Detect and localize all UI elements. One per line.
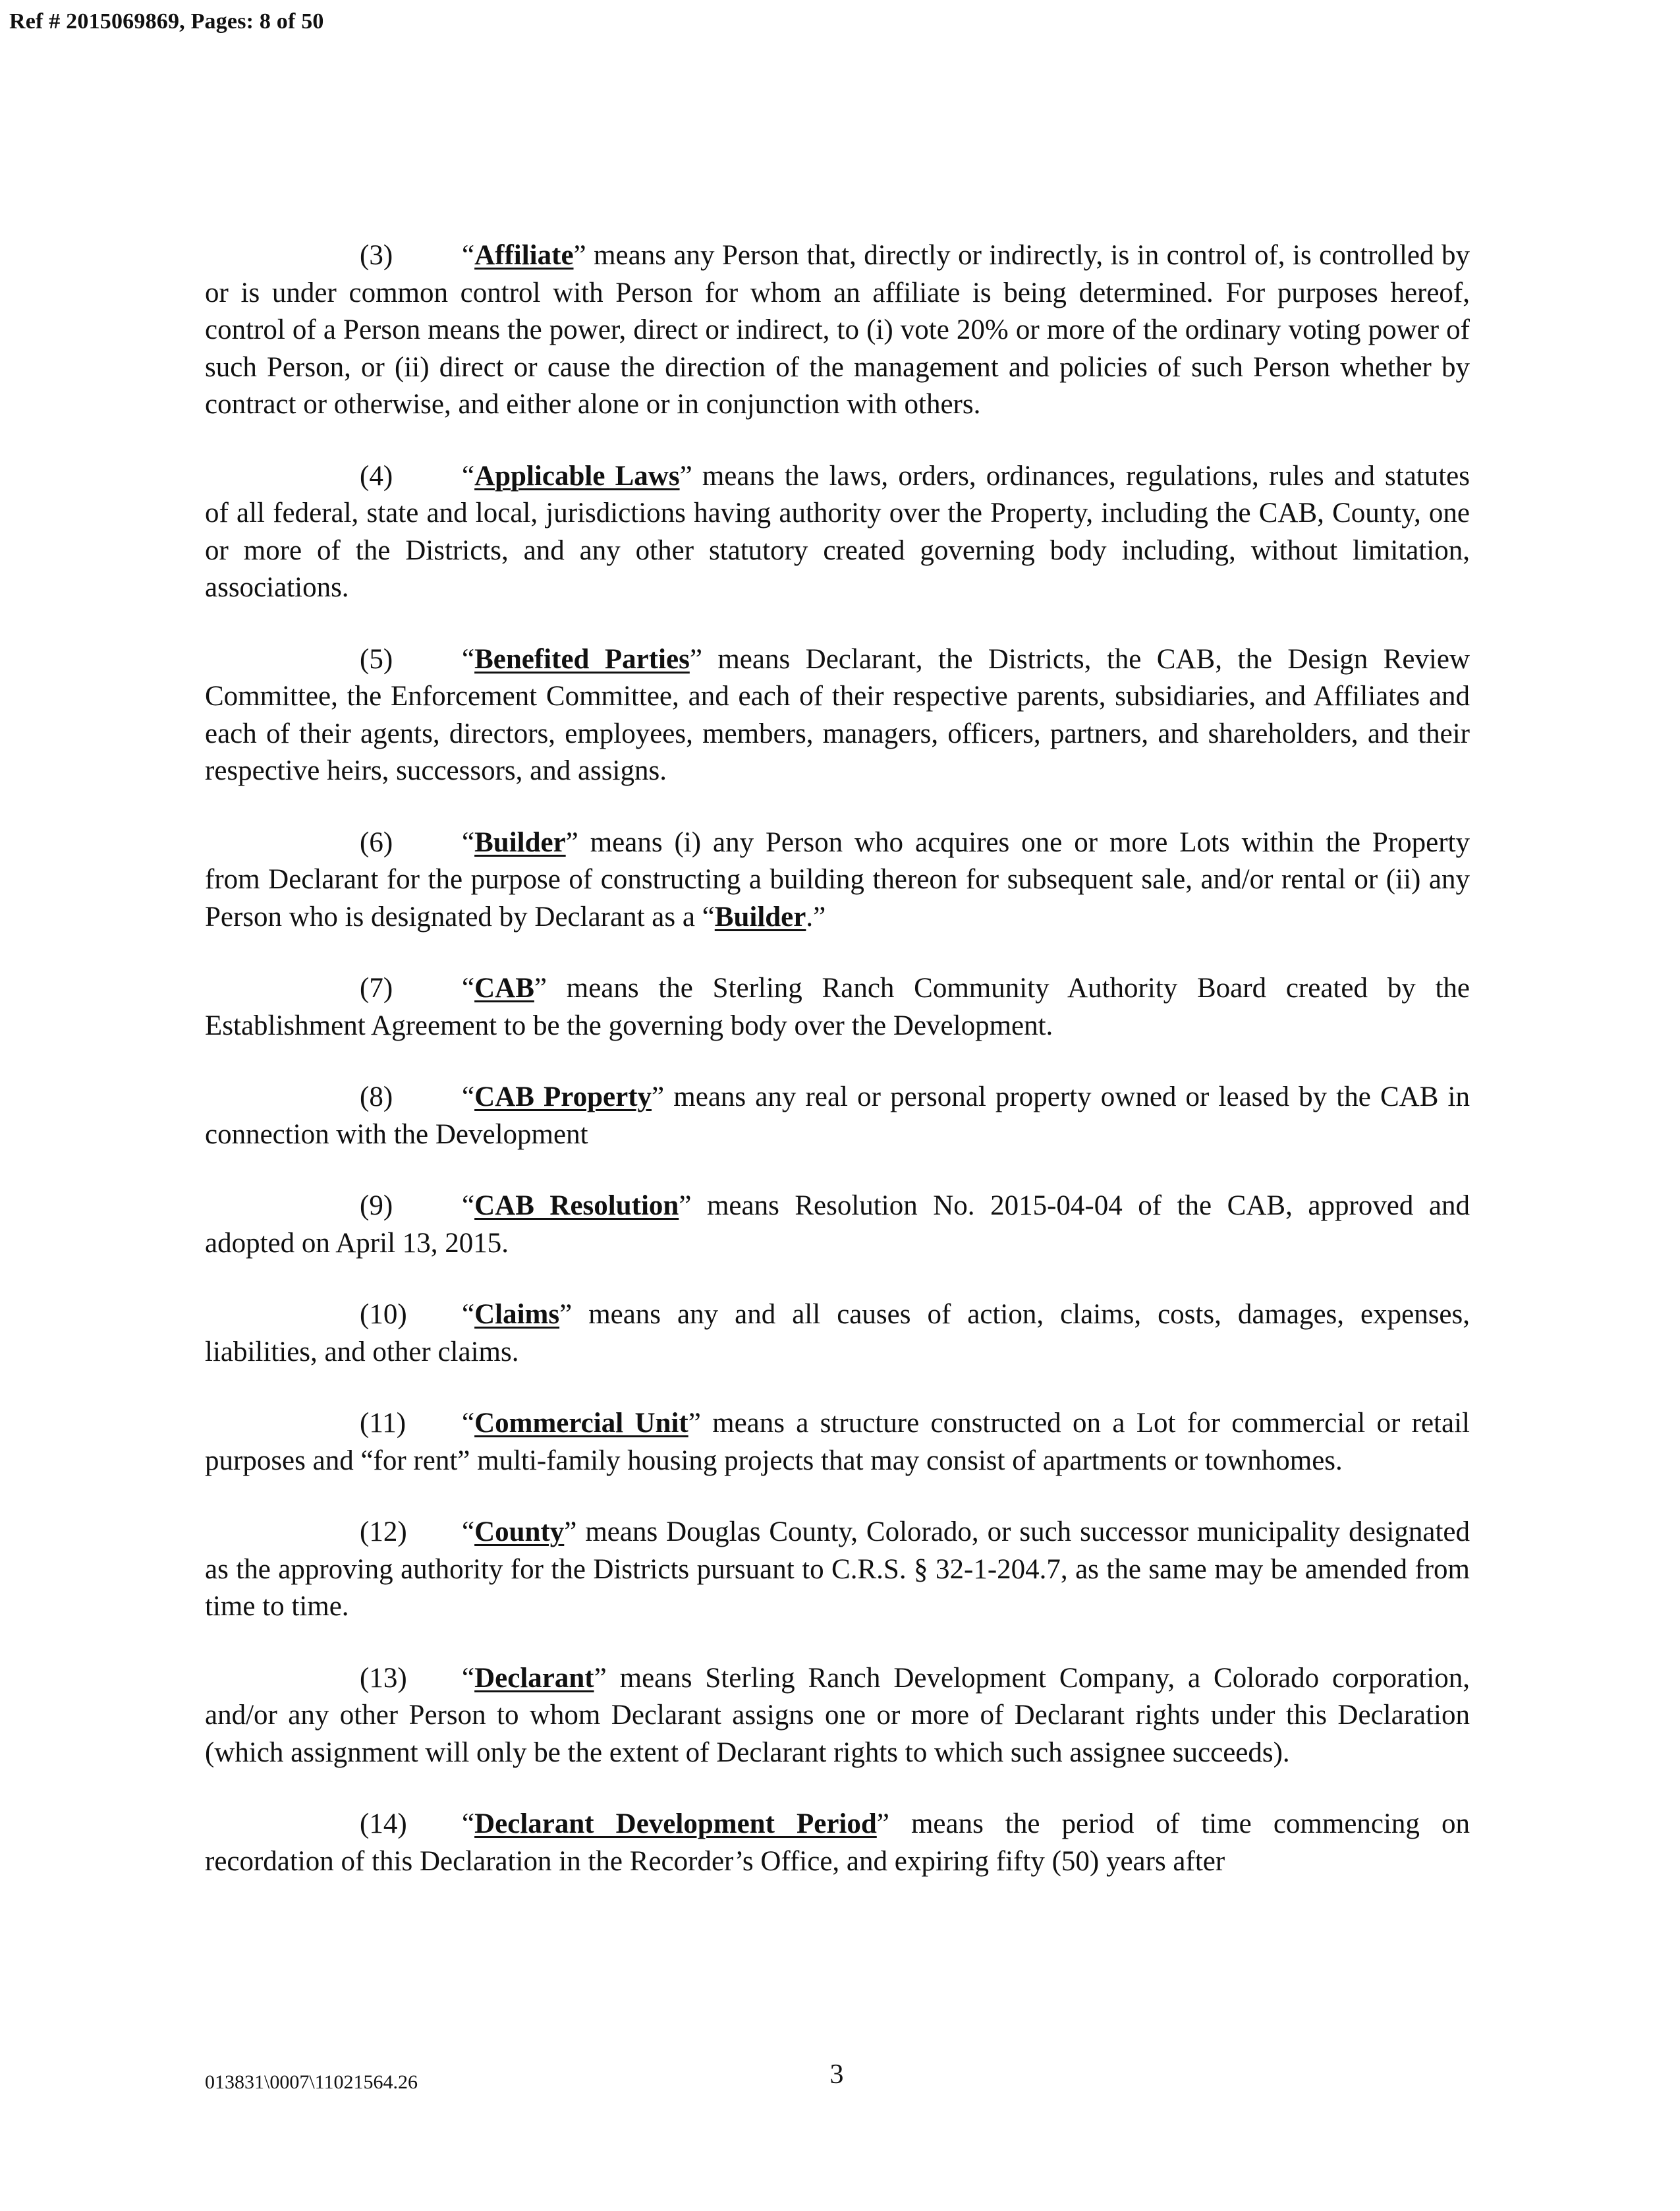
definition-number: (7) [360,973,393,1004]
definition-declarant: (13) “Declarant” means Sterling Ranch Development Company, a Colorado corporation, and/or any other Person to whom Declarant assigns one or more of Declarant rights under this Declaration (which assignment will only be the extent of Declarant rights to which such assignee succeeds). [205,1660,1470,1772]
definition-text: means any real or personal property owned or leased by the CAB in connection with the Development [205,1081,1470,1150]
definition-number: (13) [360,1662,407,1694]
defined-term: County [474,1516,565,1547]
definition-number: (4) [360,460,393,492]
defined-term: CAB Property [474,1081,652,1112]
definition-text: means the laws, orders, ordinances, regulations, rules and statutes of all federal, state and local, jurisdictions having authority over the Property, including the CAB, County, one or more of the Districts, and any other statutory created governing body including, without limitation, associations. [205,460,1470,603]
defined-term: Applicable Laws [474,460,680,492]
definition-number: (12) [360,1516,407,1547]
defined-term: Builder [474,826,566,858]
definition-text: means any and all causes of action, claims, costs, damages, expenses, liabilities, and other claims. [205,1299,1470,1367]
defined-term: Declarant Development Period [474,1808,877,1839]
defined-term: Declarant [474,1662,594,1694]
definition-text: means the period of time commencing on recordation of this Declaration in the Recorder’s Office, and expiring fifty (50) years after [205,1808,1470,1877]
definition-number: (14) [360,1808,407,1839]
defined-term: Affiliate [474,240,574,271]
defined-term: CAB Resolution [474,1190,679,1221]
definition-commercial-unit: (11) “Commercial Unit” means a structure constructed on a Lot for commercial or retail purposes and “for rent” multi-family housing projects that may consist of apartments or townhomes. [205,1405,1470,1479]
definition-benefited-parties: (5) “Benefited Parties” means Declarant, the Districts, the CAB, the Design Review Committee, the Enforcement Committee, and each of their respective parents, subsidiaries, and Affiliates and each of their agents, directors, employees, members, managers, officers, partners, and shareholders, and their respective heirs, successors, and assigns. [205,641,1470,790]
definition-number: (5) [360,643,393,675]
footer-document-id: 013831\0007\11021564.26 [205,2071,418,2093]
definition-text: means (i) any Person who acquires one or more Lots within the Property from Declarant for the purpose of constructing a building thereon for subsequent sale, and/or rental or (ii) any Person who is designated by Declarant as a [205,826,1470,933]
document-reference-header: Ref # 2015069869, Pages: 8 of 50 [9,9,324,34]
definition-affiliate: (3) “Affiliate” means any Person that, directly or indirectly, is in control of, is controlled by or is under common control with Person for whom an affiliate is being determined. For purposes hereof, control of a Person means the power, direct or indirect, to (i) vote 20% or more of the ordinary voting power of such Person, or (ii) direct or cause the direction of the management and policies of such Person whether by contract or otherwise, and either alone or in conjunction with others. [205,237,1470,424]
definition-text: means Sterling Ranch Development Company, a Colorado corporation, and/or any other Person to whom Declarant assigns one or more of Declarant rights under this Declaration (which assignment will only be the extent of Declarant rights to which such assignee succeeds). [205,1662,1470,1768]
definition-text: means any Person that, directly or indirectly, is in control of, is controlled by or is under common control with Person for whom an affiliate is being determined. For purposes hereof, control of a Person means the power, direct or indirect, to (i) vote 20% or more of the ordinary voting power of such Person, or (ii) direct or cause the direction of the management and policies of such Person whether by contract or otherwise, and either alone or in conjunction with others. [205,240,1470,420]
definitions-body [205,237,1470,1914]
definition-number: (11) [360,1408,406,1439]
definition-applicable-laws: (4) “Applicable Laws” means the laws, orders, ordinances, regulations, rules and statutes of all federal, state and local, jurisdictions having authority over the Property, including the CAB, County, one or more of the Districts, and any other statutory created governing body including, without limitation, associations. [205,458,1470,607]
defined-term: Claims [474,1299,560,1330]
defined-term: CAB [474,973,534,1004]
definition-text: means the Sterling Ranch Community Authority Board created by the Establishment Agreement to be the governing body over the Development. [205,973,1470,1041]
definition-county: (12) “County” means Douglas County, Colorado, or such successor municipality designated as the approving authority for the Districts pursuant to C.R.S. § 32-1-204.7, as the same may be amended from time to time. [205,1514,1470,1626]
defined-term: Commercial Unit [474,1408,688,1439]
definition-number: (10) [360,1299,407,1330]
definition-tail: . [806,901,814,933]
definition-text: means Douglas County, Colorado, or such successor municipality designated as the approving authority for the Districts pursuant to C.R.S. § 32-1-204.7, as the same may be amended from time to time. [205,1516,1470,1622]
definition-cab-property: (8) “CAB Property” means any real or personal property owned or leased by the CAB in connection with the Development [205,1079,1470,1153]
definition-cab-resolution: (9) “CAB Resolution” means Resolution No. 2015-04-04 of the CAB, approved and adopted on April 13, 2015. [205,1188,1470,1262]
definition-number: (8) [360,1081,393,1112]
definition-text: means Resolution No. 2015-04-04 of the CAB, approved and adopted on April 13, 2015. [205,1190,1470,1259]
defined-term: Benefited Parties [474,643,690,675]
definition-number: (3) [360,240,393,271]
definition-number: (6) [360,826,393,858]
page-number: 3 [829,2059,844,2090]
definition-declarant-development-period: (14) “Declarant Development Period” means the period of time commencing on recordation of this Declaration in the Recorder’s Office, and expiring fifty (50) years after [205,1806,1470,1880]
definition-cab: (7) “CAB” means the Sterling Ranch Community Authority Board created by the Establishment Agreement to be the governing body over the Development. [205,970,1470,1045]
definition-text: means a structure constructed on a Lot for commercial or retail purposes and “for rent” multi-family housing projects that may consist of apartments or townhomes. [205,1408,1470,1476]
definition-text: means Declarant, the Districts, the CAB, the Design Review Committee, the Enforcement Committee, and each of their respective parents, subsidiaries, and Affiliates and each of their agents, directors, employees, members, managers, officers, partners, and shareholders, and their respective heirs, successors, and assigns. [205,643,1470,786]
definition-claims: (10) “Claims” means any and all causes of action, claims, costs, damages, expenses, liabilities, and other claims. [205,1296,1470,1371]
definition-builder: (6) “Builder” means (i) any Person who acquires one or more Lots within the Property from Declarant for the purpose of constructing a building thereon for subsequent sale, and/or rental or (ii) any Person who is designated by Declarant as a “Builder.” [205,824,1470,936]
defined-term: Builder [714,901,806,933]
definition-number: (9) [360,1190,393,1221]
